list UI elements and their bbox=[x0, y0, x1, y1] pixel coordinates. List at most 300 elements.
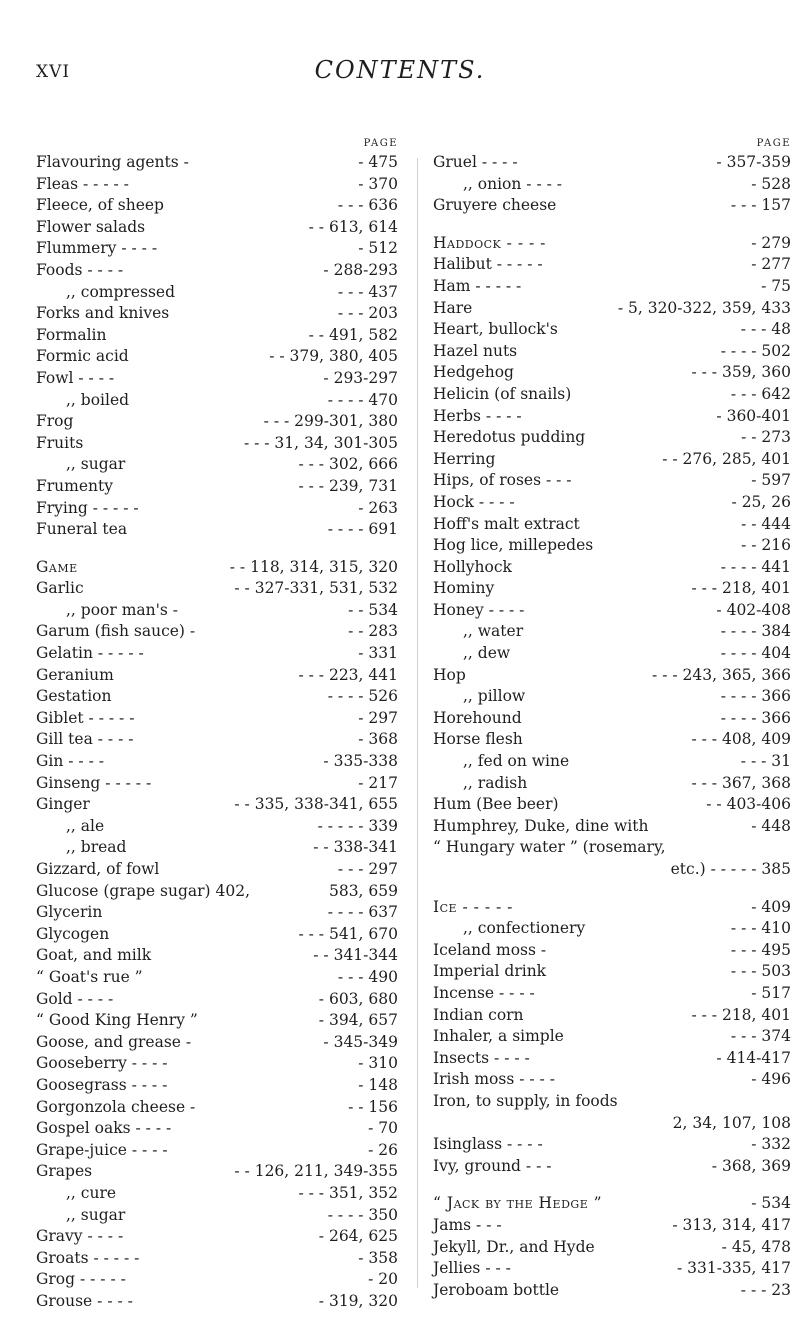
index-entry bbox=[433, 665, 791, 687]
index-entry bbox=[433, 449, 791, 471]
index-term: Jeroboam bottle bbox=[433, 1280, 560, 1299]
index-page-refs: - - 338-341 bbox=[313, 838, 398, 857]
index-term: Ivy, ground - - - bbox=[433, 1156, 552, 1175]
index-page-refs: - - - 239, 731 bbox=[298, 476, 398, 495]
index-entry bbox=[36, 751, 398, 773]
index-entry bbox=[36, 1053, 398, 1075]
index-entry bbox=[36, 346, 398, 368]
index-page-refs: - - - - 502 bbox=[720, 341, 791, 360]
index-page-refs: - 528 bbox=[751, 174, 791, 193]
index-entry bbox=[433, 816, 791, 838]
index-page-refs: - - - 243, 365, 366 bbox=[652, 665, 791, 684]
index-term: Groats - - - - - bbox=[36, 1248, 140, 1267]
index-entry bbox=[36, 303, 398, 325]
index-page-refs: - 332 bbox=[751, 1135, 791, 1154]
column-divider bbox=[417, 158, 418, 1288]
index-entry bbox=[36, 1183, 398, 1205]
index-page-refs: - 512 bbox=[358, 239, 398, 258]
index-page-refs: - - - 302, 666 bbox=[298, 455, 398, 474]
index-entry bbox=[433, 708, 791, 730]
index-page-refs: - 26 bbox=[368, 1140, 398, 1159]
index-page-refs: - - - 299-301, 380 bbox=[263, 412, 398, 431]
index-entry bbox=[433, 1237, 791, 1259]
page-number: XVI bbox=[36, 62, 71, 82]
index-entry bbox=[36, 1291, 398, 1313]
index-entry bbox=[433, 384, 791, 406]
index-page-refs: - - 444 bbox=[741, 514, 791, 533]
index-page-refs: - - - - - 339 bbox=[317, 816, 398, 835]
index-page-refs: - - 273 bbox=[741, 428, 791, 447]
index-page-refs: - - - 297 bbox=[337, 860, 398, 878]
index-entry bbox=[433, 341, 791, 363]
index-entry bbox=[433, 1193, 791, 1215]
index-term: Flummery - - - - bbox=[36, 239, 158, 258]
index-page-refs: - - - 367, 368 bbox=[691, 773, 791, 792]
index-term: “ Hungary water ” (rosemary, bbox=[433, 838, 666, 857]
index-term: Gold - - - - bbox=[36, 989, 114, 1008]
index-page-refs: - - - 48 bbox=[740, 320, 791, 339]
index-term: Game bbox=[36, 557, 78, 576]
index-page-refs: - - - - 637 bbox=[327, 903, 398, 922]
index-term: Insects - - - - bbox=[433, 1048, 530, 1067]
index-entry bbox=[36, 621, 398, 643]
index-term: Hog lice, millepedes bbox=[433, 536, 594, 555]
index-term: Ice - - - - - bbox=[433, 897, 513, 916]
index-page-refs: - 475 bbox=[358, 153, 398, 171]
index-entry bbox=[36, 282, 398, 304]
index-entry bbox=[36, 859, 398, 881]
index-column-right bbox=[433, 138, 791, 1301]
index-page-refs: - 357-359 bbox=[716, 153, 791, 171]
index-entry bbox=[36, 454, 398, 476]
index-term: ,, water bbox=[463, 622, 524, 641]
index-page-refs: - 402-408 bbox=[716, 600, 791, 619]
index-entry bbox=[433, 1134, 791, 1156]
index-entry bbox=[433, 152, 791, 174]
index-term: ,, bread bbox=[66, 838, 127, 857]
section-gap bbox=[433, 881, 791, 897]
index-term: Iron, to supply, in foods bbox=[433, 1091, 618, 1110]
index-term: Glycogen bbox=[36, 924, 110, 943]
index-term: ,, compressed bbox=[66, 282, 175, 301]
index-term: Fleas - - - - - bbox=[36, 174, 129, 193]
index-page-refs: - 75 bbox=[761, 276, 791, 295]
index-entry bbox=[36, 390, 398, 412]
index-entry bbox=[36, 1010, 398, 1032]
index-entry bbox=[433, 578, 791, 600]
index-entry bbox=[36, 260, 398, 282]
index-page-refs: - 310 bbox=[358, 1054, 398, 1073]
index-term: Jams - - - bbox=[433, 1215, 502, 1234]
section-gap bbox=[36, 541, 398, 557]
index-term: Glycerin bbox=[36, 903, 103, 922]
index-term: Gooseberry - - - - bbox=[36, 1054, 168, 1073]
index-term: Iceland moss - bbox=[433, 940, 547, 959]
index-term: “ Goat's rue ” bbox=[36, 967, 143, 986]
index-page-refs: - - 156 bbox=[348, 1097, 398, 1116]
index-entry bbox=[433, 621, 791, 643]
index-page-refs: - - - 23 bbox=[740, 1280, 791, 1299]
index-term: Helicin (of snails) bbox=[433, 384, 572, 403]
index-column-left bbox=[36, 138, 398, 1312]
index-page-refs: - 20 bbox=[368, 1270, 398, 1289]
index-entry bbox=[36, 578, 398, 600]
index-entry bbox=[433, 983, 791, 1005]
index-page-refs: - - - 636 bbox=[337, 196, 398, 215]
index-term: Fruits bbox=[36, 433, 84, 452]
index-page-refs: - 331 bbox=[358, 644, 398, 663]
index-page-refs: - 360-401 bbox=[716, 406, 791, 425]
index-term: Gin - - - - bbox=[36, 752, 104, 771]
index-entry bbox=[36, 152, 398, 174]
index-entry bbox=[433, 940, 791, 962]
index-entry bbox=[36, 195, 398, 217]
index-page-refs: - 394, 657 bbox=[318, 1011, 398, 1030]
index-page-refs: - - - 374 bbox=[730, 1027, 791, 1046]
section-gap bbox=[433, 1177, 791, 1193]
index-term: ,, ale bbox=[66, 816, 105, 835]
index-page-refs: - - - 31 bbox=[740, 752, 791, 771]
index-term: Ginger bbox=[36, 795, 90, 814]
index-page-refs: - - - 31, 34, 301-305 bbox=[243, 433, 398, 452]
index-term: Hock - - - - bbox=[433, 492, 515, 511]
index-page-refs: - 368, 369 bbox=[711, 1156, 791, 1175]
index-term: Gospel oaks - - - - bbox=[36, 1119, 172, 1138]
index-page-refs: - 370 bbox=[358, 174, 398, 193]
index-entry bbox=[36, 729, 398, 751]
index-entry bbox=[433, 729, 791, 751]
index-page-refs: - 335-338 bbox=[323, 752, 398, 771]
page-header bbox=[0, 56, 800, 90]
index-page-refs: etc.) - - - - - 385 bbox=[670, 860, 791, 878]
index-entry bbox=[36, 600, 398, 622]
index-term: Gorgonzola cheese - bbox=[36, 1097, 196, 1116]
index-page-refs: - 496 bbox=[751, 1070, 791, 1089]
index-page-refs: - - - 359, 360 bbox=[691, 363, 791, 382]
index-page-refs: - - 379, 380, 405 bbox=[269, 347, 398, 366]
index-page-refs: - 25, 26 bbox=[731, 492, 791, 511]
index-term: Hips, of roses - - - bbox=[433, 471, 572, 490]
index-page-refs: - 313, 314, 417 bbox=[672, 1215, 791, 1234]
index-term: Geranium bbox=[36, 665, 114, 684]
index-term: Frying - - - - - bbox=[36, 498, 139, 517]
index-entry bbox=[433, 427, 791, 449]
index-term: Gill tea - - - - bbox=[36, 730, 134, 749]
index-page-refs: - - - - 350 bbox=[327, 1205, 398, 1224]
index-page-refs: - - - - 404 bbox=[720, 644, 791, 663]
index-term: Flower salads bbox=[36, 217, 146, 236]
index-entry bbox=[433, 773, 791, 795]
index-entry bbox=[36, 665, 398, 687]
page-column-label: PAGE bbox=[363, 138, 398, 149]
index-page-refs: - 70 bbox=[368, 1119, 398, 1138]
index-page-refs: - 448 bbox=[751, 816, 791, 835]
index-page-refs: - - - 437 bbox=[337, 282, 398, 301]
index-entry bbox=[433, 1280, 791, 1302]
index-term: Incense - - - - bbox=[433, 983, 535, 1002]
index-entry bbox=[36, 881, 398, 903]
index-page-refs: - - - 351, 352 bbox=[298, 1183, 398, 1202]
index-term: Grapes bbox=[36, 1162, 93, 1181]
index-entry bbox=[36, 1075, 398, 1097]
index-entry bbox=[433, 686, 791, 708]
index-term: ,, boiled bbox=[66, 390, 130, 409]
index-entry bbox=[433, 1156, 791, 1178]
index-entry bbox=[433, 643, 791, 665]
index-page-refs: - - - - 384 bbox=[720, 622, 791, 641]
index-entry bbox=[433, 1091, 791, 1134]
index-page-refs: - - 327-331, 531, 532 bbox=[234, 579, 398, 598]
index-page-refs: - 277 bbox=[751, 255, 791, 274]
index-term: Hedgehog bbox=[433, 363, 514, 382]
index-term: Foods - - - - bbox=[36, 260, 124, 279]
index-entry bbox=[36, 1140, 398, 1162]
index-page-refs: - - - - 366 bbox=[720, 687, 791, 706]
index-term: Honey - - - - bbox=[433, 600, 525, 619]
index-entry bbox=[433, 298, 791, 320]
index-entry bbox=[36, 816, 398, 838]
index-term: Gruel - - - - bbox=[433, 153, 518, 171]
index-page-refs: - - - 408, 409 bbox=[691, 730, 791, 749]
index-term: ,, pillow bbox=[463, 687, 526, 706]
index-entry bbox=[433, 195, 791, 217]
index-page-refs: - 279 bbox=[751, 233, 791, 252]
index-entry bbox=[433, 1069, 791, 1091]
index-page-refs: - 517 bbox=[751, 983, 791, 1002]
index-entry bbox=[433, 254, 791, 276]
index-entry bbox=[433, 514, 791, 536]
index-entry bbox=[433, 751, 791, 773]
index-page-refs: - 297 bbox=[358, 708, 398, 727]
index-term: Inhaler, a simple bbox=[433, 1027, 564, 1046]
index-entry bbox=[36, 924, 398, 946]
index-term: Hop bbox=[433, 665, 466, 684]
index-page-refs: - 603, 680 bbox=[318, 989, 398, 1008]
index-entry bbox=[433, 406, 791, 428]
index-entry bbox=[433, 600, 791, 622]
index-page-refs: - - - - 526 bbox=[327, 687, 398, 706]
index-term: Heart, bullock's bbox=[433, 320, 558, 339]
index-term: Jekyll, Dr., and Hyde bbox=[433, 1237, 595, 1256]
index-page-refs: - - 118, 314, 315, 320 bbox=[229, 557, 398, 576]
index-term: Irish moss - - - - bbox=[433, 1070, 555, 1089]
index-term: Jellies - - - bbox=[433, 1259, 511, 1278]
index-term: Fowl - - - - bbox=[36, 368, 115, 387]
index-entry bbox=[36, 1118, 398, 1140]
index-page-refs: - 319, 320 bbox=[318, 1291, 398, 1310]
index-page-refs: - - 335, 338-341, 655 bbox=[234, 795, 398, 814]
index-term: Horehound bbox=[433, 708, 522, 727]
index-entry bbox=[433, 1026, 791, 1048]
index-entry bbox=[433, 470, 791, 492]
index-entry bbox=[433, 557, 791, 579]
index-page-refs: - 45, 478 bbox=[721, 1237, 791, 1256]
index-page-refs: - - - 157 bbox=[730, 196, 791, 215]
index-entry bbox=[36, 1226, 398, 1248]
index-term: Hum (Bee beer) bbox=[433, 795, 559, 814]
index-page-refs: - - 341-344 bbox=[313, 946, 398, 965]
index-entry bbox=[433, 1005, 791, 1027]
index-entry bbox=[433, 918, 791, 940]
index-page-refs: - 414-417 bbox=[716, 1048, 791, 1067]
index-page-refs: - 368 bbox=[358, 730, 398, 749]
index-page-refs: - - - 223, 441 bbox=[298, 665, 398, 684]
index-entry bbox=[36, 1097, 398, 1119]
index-term: Ginseng - - - - - bbox=[36, 773, 152, 792]
index-term: Hazel nuts bbox=[433, 341, 518, 360]
index-term: “ Jack by the Hedge ” bbox=[433, 1194, 603, 1213]
index-page-refs: - 5, 320-322, 359, 433 bbox=[617, 298, 791, 317]
index-page-refs: - 264, 625 bbox=[318, 1227, 398, 1246]
index-term: Grog - - - - - bbox=[36, 1270, 126, 1289]
index-page-refs: - - - - 470 bbox=[327, 390, 398, 409]
index-term: Goose, and grease - bbox=[36, 1032, 192, 1051]
index-page-refs: - - 276, 285, 401 bbox=[662, 449, 791, 468]
index-page-refs: - - 126, 211, 349-355 bbox=[234, 1162, 398, 1181]
index-term: Imperial drink bbox=[433, 962, 547, 981]
index-term: “ Good King Henry ” bbox=[36, 1011, 198, 1030]
index-term: Herring bbox=[433, 449, 496, 468]
index-term: Garlic bbox=[36, 579, 84, 598]
index-page-refs: - - - - 441 bbox=[720, 557, 791, 576]
index-term: Funeral tea bbox=[36, 520, 128, 539]
index-term: Herbs - - - - bbox=[433, 406, 522, 425]
index-term: Gruyere cheese bbox=[433, 196, 557, 215]
index-entry bbox=[36, 325, 398, 347]
index-page-refs: - - 534 bbox=[348, 600, 398, 619]
index-entry bbox=[36, 433, 398, 455]
index-term: Formalin bbox=[36, 325, 107, 344]
index-term: ,, fed on wine bbox=[463, 752, 570, 771]
index-page-refs: - 358 bbox=[358, 1248, 398, 1267]
index-entry bbox=[36, 686, 398, 708]
index-entry bbox=[433, 362, 791, 384]
index-term: Giblet - - - - - bbox=[36, 708, 135, 727]
index-term: Halibut - - - - - bbox=[433, 255, 543, 274]
index-page-refs: - - - 410 bbox=[730, 919, 791, 938]
index-page-refs: - 293-297 bbox=[323, 368, 398, 387]
index-entry bbox=[36, 967, 398, 989]
index-term: Hominy bbox=[433, 579, 495, 598]
index-page-refs: - - - - 691 bbox=[327, 520, 398, 539]
index-term: Indian corn bbox=[433, 1005, 524, 1024]
index-term: ,, cure bbox=[66, 1183, 117, 1202]
index-term: ,, radish bbox=[463, 773, 528, 792]
index-term: Fleece, of sheep bbox=[36, 196, 164, 215]
index-page-refs: - - 613, 614 bbox=[308, 217, 398, 236]
index-page-refs: - 409 bbox=[751, 897, 791, 916]
index-entry bbox=[433, 1048, 791, 1070]
index-term: ,, poor man's - bbox=[66, 600, 179, 619]
index-page-refs: - 263 bbox=[358, 498, 398, 517]
index-entry bbox=[433, 319, 791, 341]
index-page-refs: - - - 218, 401 bbox=[691, 1005, 791, 1024]
index-entry bbox=[433, 794, 791, 816]
index-term: Heredotus pudding bbox=[433, 428, 586, 447]
index-term: Frumenty bbox=[36, 476, 113, 495]
index-entry bbox=[433, 492, 791, 514]
index-page-refs: - 288-293 bbox=[323, 260, 398, 279]
index-term: Flavouring agents - bbox=[36, 153, 189, 171]
index-entry bbox=[433, 1215, 791, 1237]
index-entry bbox=[433, 961, 791, 983]
index-entry bbox=[36, 238, 398, 260]
index-page-refs: - 534 bbox=[751, 1194, 791, 1213]
index-entry bbox=[36, 411, 398, 433]
index-term: Hare bbox=[433, 298, 473, 317]
index-term: Forks and knives bbox=[36, 304, 170, 323]
index-entry bbox=[36, 773, 398, 795]
index-page-refs: - 597 bbox=[751, 471, 791, 490]
index-page-refs: - - 283 bbox=[348, 622, 398, 641]
index-page-refs: - - - 203 bbox=[337, 304, 398, 323]
index-page-refs: - - - 541, 670 bbox=[298, 924, 398, 943]
index-page-refs: - - - 218, 401 bbox=[691, 579, 791, 598]
page-column-label: PAGE bbox=[756, 138, 791, 149]
index-term: ,, sugar bbox=[66, 455, 126, 474]
index-term: Formic acid bbox=[36, 347, 129, 366]
index-page-refs: - - 491, 582 bbox=[308, 325, 398, 344]
index-entry bbox=[36, 794, 398, 816]
index-page-refs: - 331-335, 417 bbox=[676, 1259, 791, 1278]
index-entry bbox=[433, 897, 791, 919]
index-entry bbox=[433, 535, 791, 557]
index-term: Glucose (grape sugar) 402, bbox=[36, 881, 251, 900]
index-page-refs: - - - 642 bbox=[730, 384, 791, 403]
index-term: Isinglass - - - - bbox=[433, 1135, 543, 1154]
index-entry bbox=[433, 233, 791, 255]
running-title: CONTENTS. bbox=[314, 56, 486, 84]
index-entry bbox=[36, 1032, 398, 1054]
index-entry bbox=[433, 1258, 791, 1280]
index-term: ,, sugar bbox=[66, 1205, 126, 1224]
index-term: Horse flesh bbox=[433, 730, 523, 749]
index-entry bbox=[36, 1269, 398, 1291]
index-page-refs: - 345-349 bbox=[323, 1032, 398, 1051]
index-term: Grouse - - - - bbox=[36, 1291, 133, 1310]
index-entry bbox=[36, 837, 398, 859]
index-term: Gelatin - - - - - bbox=[36, 644, 144, 663]
index-entry bbox=[36, 557, 398, 579]
index-entry bbox=[433, 837, 791, 880]
index-term: Ham - - - - - bbox=[433, 276, 522, 295]
index-term: Haddock - - - - bbox=[433, 233, 546, 252]
index-entry bbox=[36, 708, 398, 730]
index-page-refs: - - - 503 bbox=[730, 962, 791, 981]
index-term: Humphrey, Duke, dine with bbox=[433, 816, 649, 835]
index-term: ,, confectionery bbox=[463, 919, 586, 938]
index-entry bbox=[36, 1248, 398, 1270]
index-entry bbox=[36, 1161, 398, 1183]
index-term: Gravy - - - - bbox=[36, 1227, 124, 1246]
index-entry bbox=[36, 498, 398, 520]
index-page-refs: - - - 495 bbox=[730, 940, 791, 959]
index-term: Gestation bbox=[36, 687, 112, 706]
index-page-refs: - 217 bbox=[358, 773, 398, 792]
index-term: Goat, and milk bbox=[36, 946, 152, 965]
index-entry bbox=[36, 519, 398, 541]
index-entry bbox=[36, 643, 398, 665]
index-entry bbox=[36, 989, 398, 1011]
index-page-refs: - - - - 366 bbox=[720, 708, 791, 727]
index-term: Gizzard, of fowl bbox=[36, 860, 160, 878]
index-term: ,, dew bbox=[463, 644, 511, 663]
index-term: Grape-juice - - - - bbox=[36, 1140, 168, 1159]
index-entry bbox=[36, 217, 398, 239]
index-page-refs: - - - 490 bbox=[337, 967, 398, 986]
index-term: ,, onion - - - - bbox=[463, 174, 563, 193]
index-entry bbox=[36, 1205, 398, 1227]
